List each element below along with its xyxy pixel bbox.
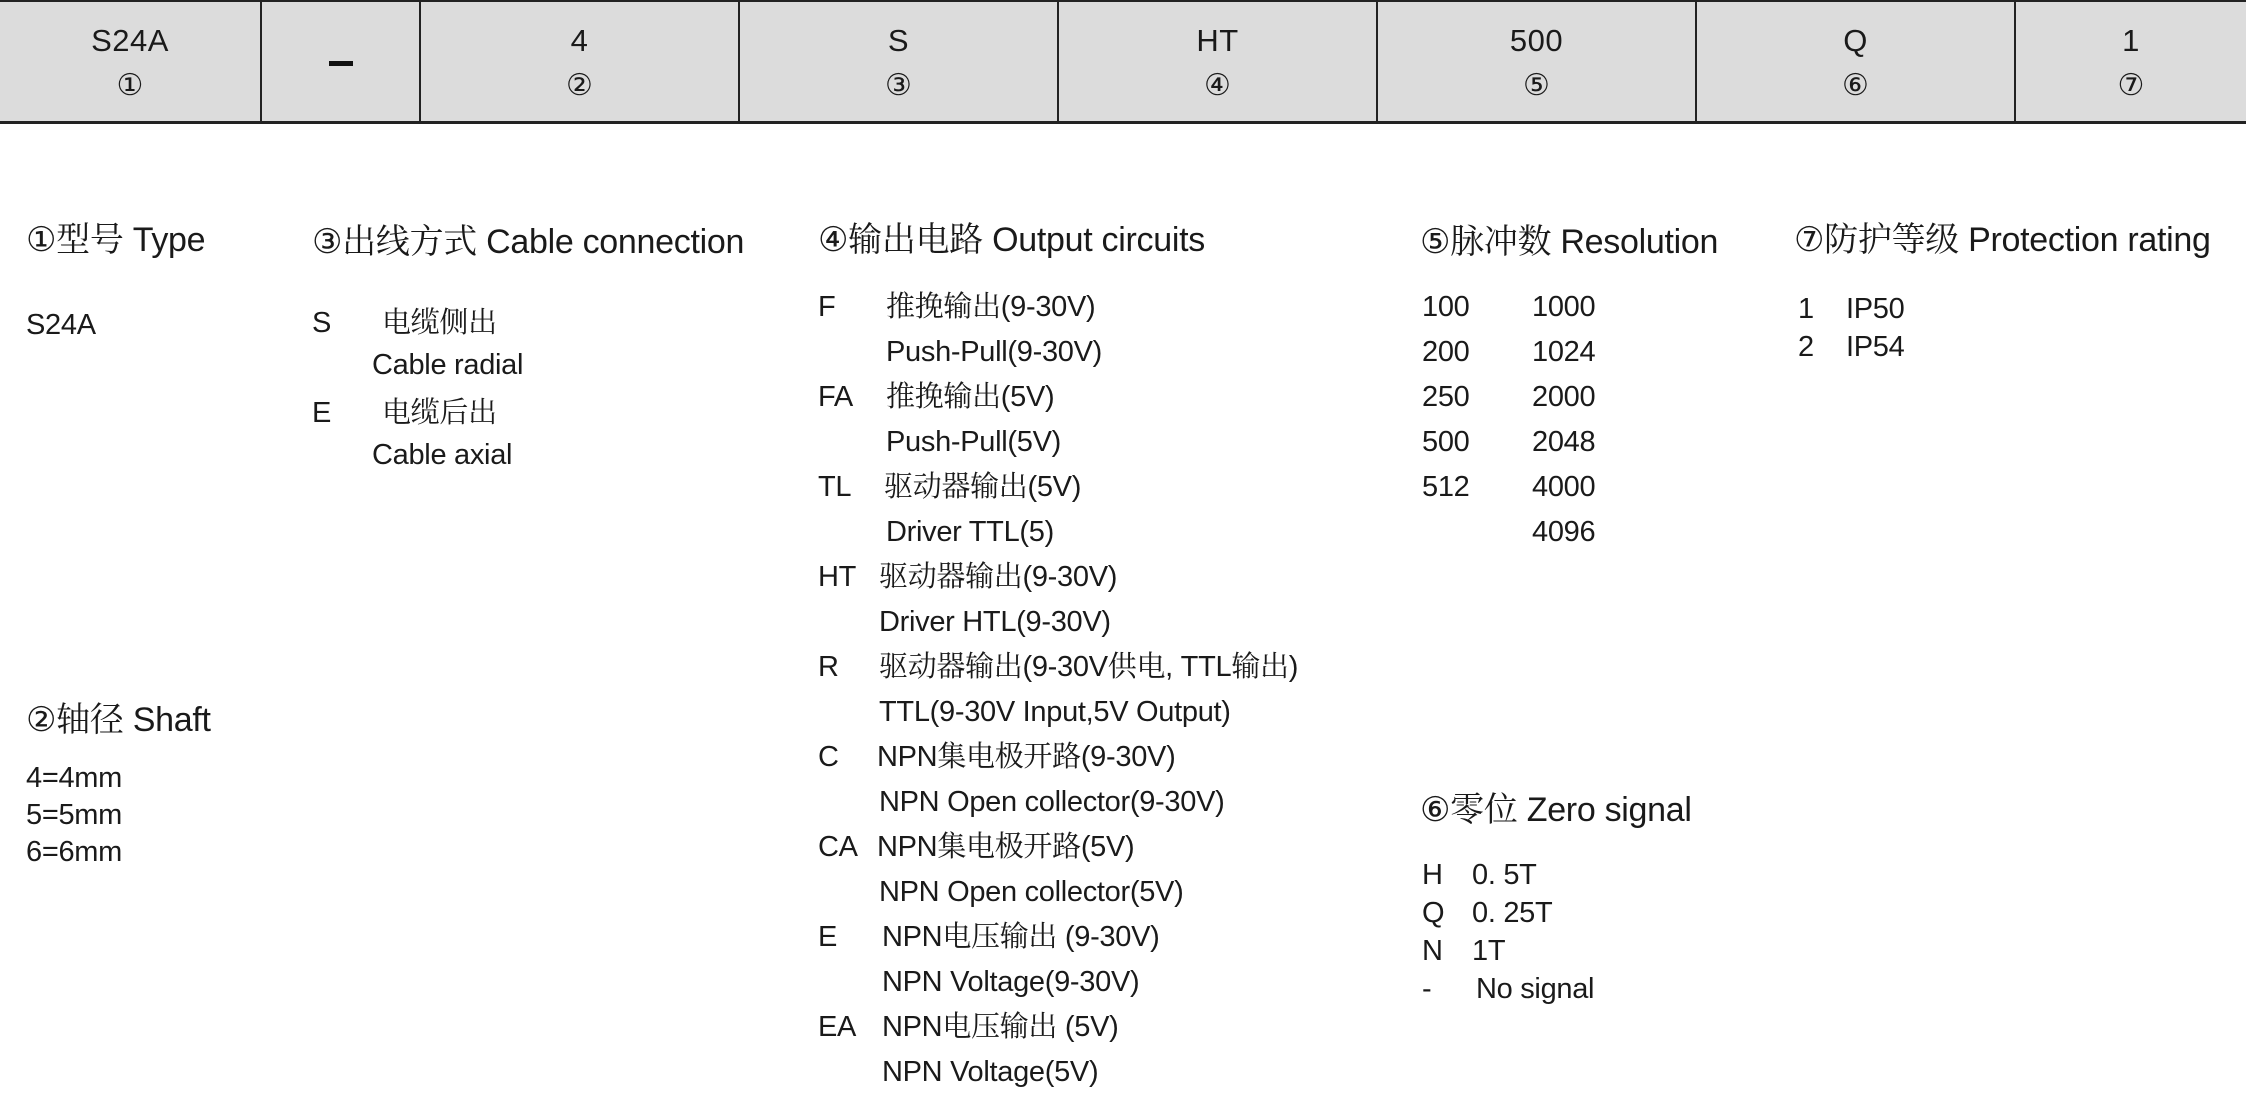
shaft-item: 4=4mm: [26, 762, 123, 794]
output-title: ④输出电路 Output circuits: [818, 221, 1205, 259]
output-zh: NPN集电极开路(9-30V): [877, 741, 1176, 773]
output-section: [818, 220, 1378, 1096]
protection-code: 2: [1798, 331, 1814, 363]
code-cell-resolution: [1378, 2, 1697, 123]
cable-title: ③出线方式 Cable connection: [312, 223, 745, 261]
resolution-section: [1420, 222, 1780, 552]
zero-code: N: [1422, 935, 1443, 967]
code-cell-zero: [1697, 2, 2016, 123]
separator-dash: [329, 61, 353, 66]
code-index: ③: [885, 67, 912, 103]
resolution-value: 100: [1422, 291, 1470, 323]
output-zh: NPN电压输出 (9-30V): [882, 921, 1160, 953]
code-value: 4: [570, 22, 589, 58]
resolution-title: ⑤脉冲数 Resolution: [1420, 223, 1719, 261]
output-zh: NPN集电极开路(5V): [877, 831, 1135, 863]
code-value: 1: [2122, 22, 2140, 58]
output-code: FA: [818, 381, 853, 413]
output-zh: 推挽输出(5V): [886, 381, 1055, 413]
resolution-value: 500: [1422, 426, 1470, 458]
resolution-value: 250: [1422, 381, 1470, 413]
output-code: R: [818, 651, 839, 683]
cable-code: E: [312, 397, 332, 429]
code-value: Q: [1843, 22, 1868, 58]
model-code-table: [0, 0, 2246, 124]
cable-item-en: Cable axial: [372, 439, 513, 471]
output-zh: 驱动器输出(5V): [884, 471, 1082, 503]
output-code: TL: [818, 471, 852, 503]
code-value: S: [887, 22, 910, 58]
resolution-value: 4000: [1532, 471, 1596, 503]
zero-code: H: [1422, 859, 1443, 891]
code-cell-shaft: [421, 2, 740, 123]
protection-section: [1794, 220, 2244, 380]
code-cell-separator: [262, 2, 421, 123]
output-code: F: [818, 291, 836, 323]
output-code: E: [818, 921, 838, 953]
code-cell-cable: [740, 2, 1059, 123]
output-code: CA: [818, 831, 858, 863]
resolution-value: 1000: [1532, 291, 1596, 323]
output-en: NPN Open collector(9-30V): [879, 786, 1225, 818]
cable-zh: 电缆侧出: [382, 307, 497, 339]
zero-code: -: [1422, 973, 1432, 1005]
output-en: Driver HTL(9-30V): [879, 606, 1111, 638]
zero-value: 0. 25T: [1472, 897, 1553, 929]
code-index: ②: [566, 67, 593, 103]
zero-value: 0. 5T: [1472, 859, 1537, 891]
zero-signal-title: ⑥零位 Zero signal: [1420, 791, 1692, 829]
resolution-value: 1024: [1532, 336, 1596, 368]
shaft-item: 6=6mm: [26, 836, 123, 868]
output-code: EA: [818, 1011, 857, 1043]
code-index: ⑤: [1523, 67, 1550, 103]
code-index: ④: [1204, 67, 1231, 103]
cable-item-en: Cable radial: [372, 349, 524, 381]
output-en: Driver TTL(5): [886, 516, 1054, 548]
type-item: S24A: [26, 309, 96, 341]
resolution-value: 2048: [1532, 426, 1596, 458]
protection-code: 1: [1798, 293, 1814, 325]
code-value: 500: [1509, 22, 1564, 58]
cable-section: [312, 222, 772, 482]
output-en: TTL(9-30V Input,5V Output): [879, 696, 1231, 728]
zero-signal-section: [1420, 790, 1780, 1020]
shaft-section: [26, 700, 211, 871]
resolution-value: 200: [1422, 336, 1470, 368]
code-cell-type: [0, 2, 262, 123]
cable-zh: 电缆后出: [382, 397, 497, 429]
output-code: C: [818, 741, 839, 773]
output-code: HT: [818, 561, 857, 593]
protection-title: ⑦防护等级 Protection rating: [1794, 221, 2211, 259]
resolution-value: 512: [1422, 471, 1470, 503]
zero-code: Q: [1422, 897, 1445, 929]
protection-value: IP54: [1846, 331, 1905, 363]
code-value: HT: [1196, 22, 1239, 58]
shaft-title: ②轴径 Shaft: [26, 701, 211, 739]
code-index: ⑥: [1842, 67, 1869, 103]
resolution-value: 4096: [1532, 516, 1596, 548]
zero-value: 1T: [1472, 935, 1506, 967]
type-section: [26, 220, 205, 342]
code-value: S24A: [91, 22, 169, 58]
zero-value: No signal: [1476, 973, 1595, 1005]
output-zh: 推挽输出(9-30V): [886, 291, 1096, 323]
output-en: NPN Voltage(9-30V): [882, 966, 1140, 998]
output-zh: 驱动器输出(9-30V): [879, 561, 1118, 593]
code-index: ①: [116, 67, 144, 103]
resolution-value: 2000: [1532, 381, 1596, 413]
cable-code: S: [312, 307, 332, 339]
code-cell-output: [1059, 2, 1378, 123]
output-en: Push-Pull(5V): [886, 426, 1061, 458]
shaft-item: 5=5mm: [26, 799, 123, 831]
output-en: NPN Voltage(5V): [882, 1056, 1099, 1088]
output-zh: 驱动器输出(9-30V供电, TTL输出): [879, 651, 1299, 683]
output-en: NPN Open collector(5V): [879, 876, 1184, 908]
type-title: ①型号 Type: [26, 221, 206, 259]
code-cell-protection: [2016, 2, 2246, 123]
output-zh: NPN电压输出 (5V): [882, 1011, 1119, 1043]
protection-value: IP50: [1846, 293, 1905, 325]
output-en: Push-Pull(9-30V): [886, 336, 1103, 368]
code-index: ⑦: [2117, 67, 2145, 103]
